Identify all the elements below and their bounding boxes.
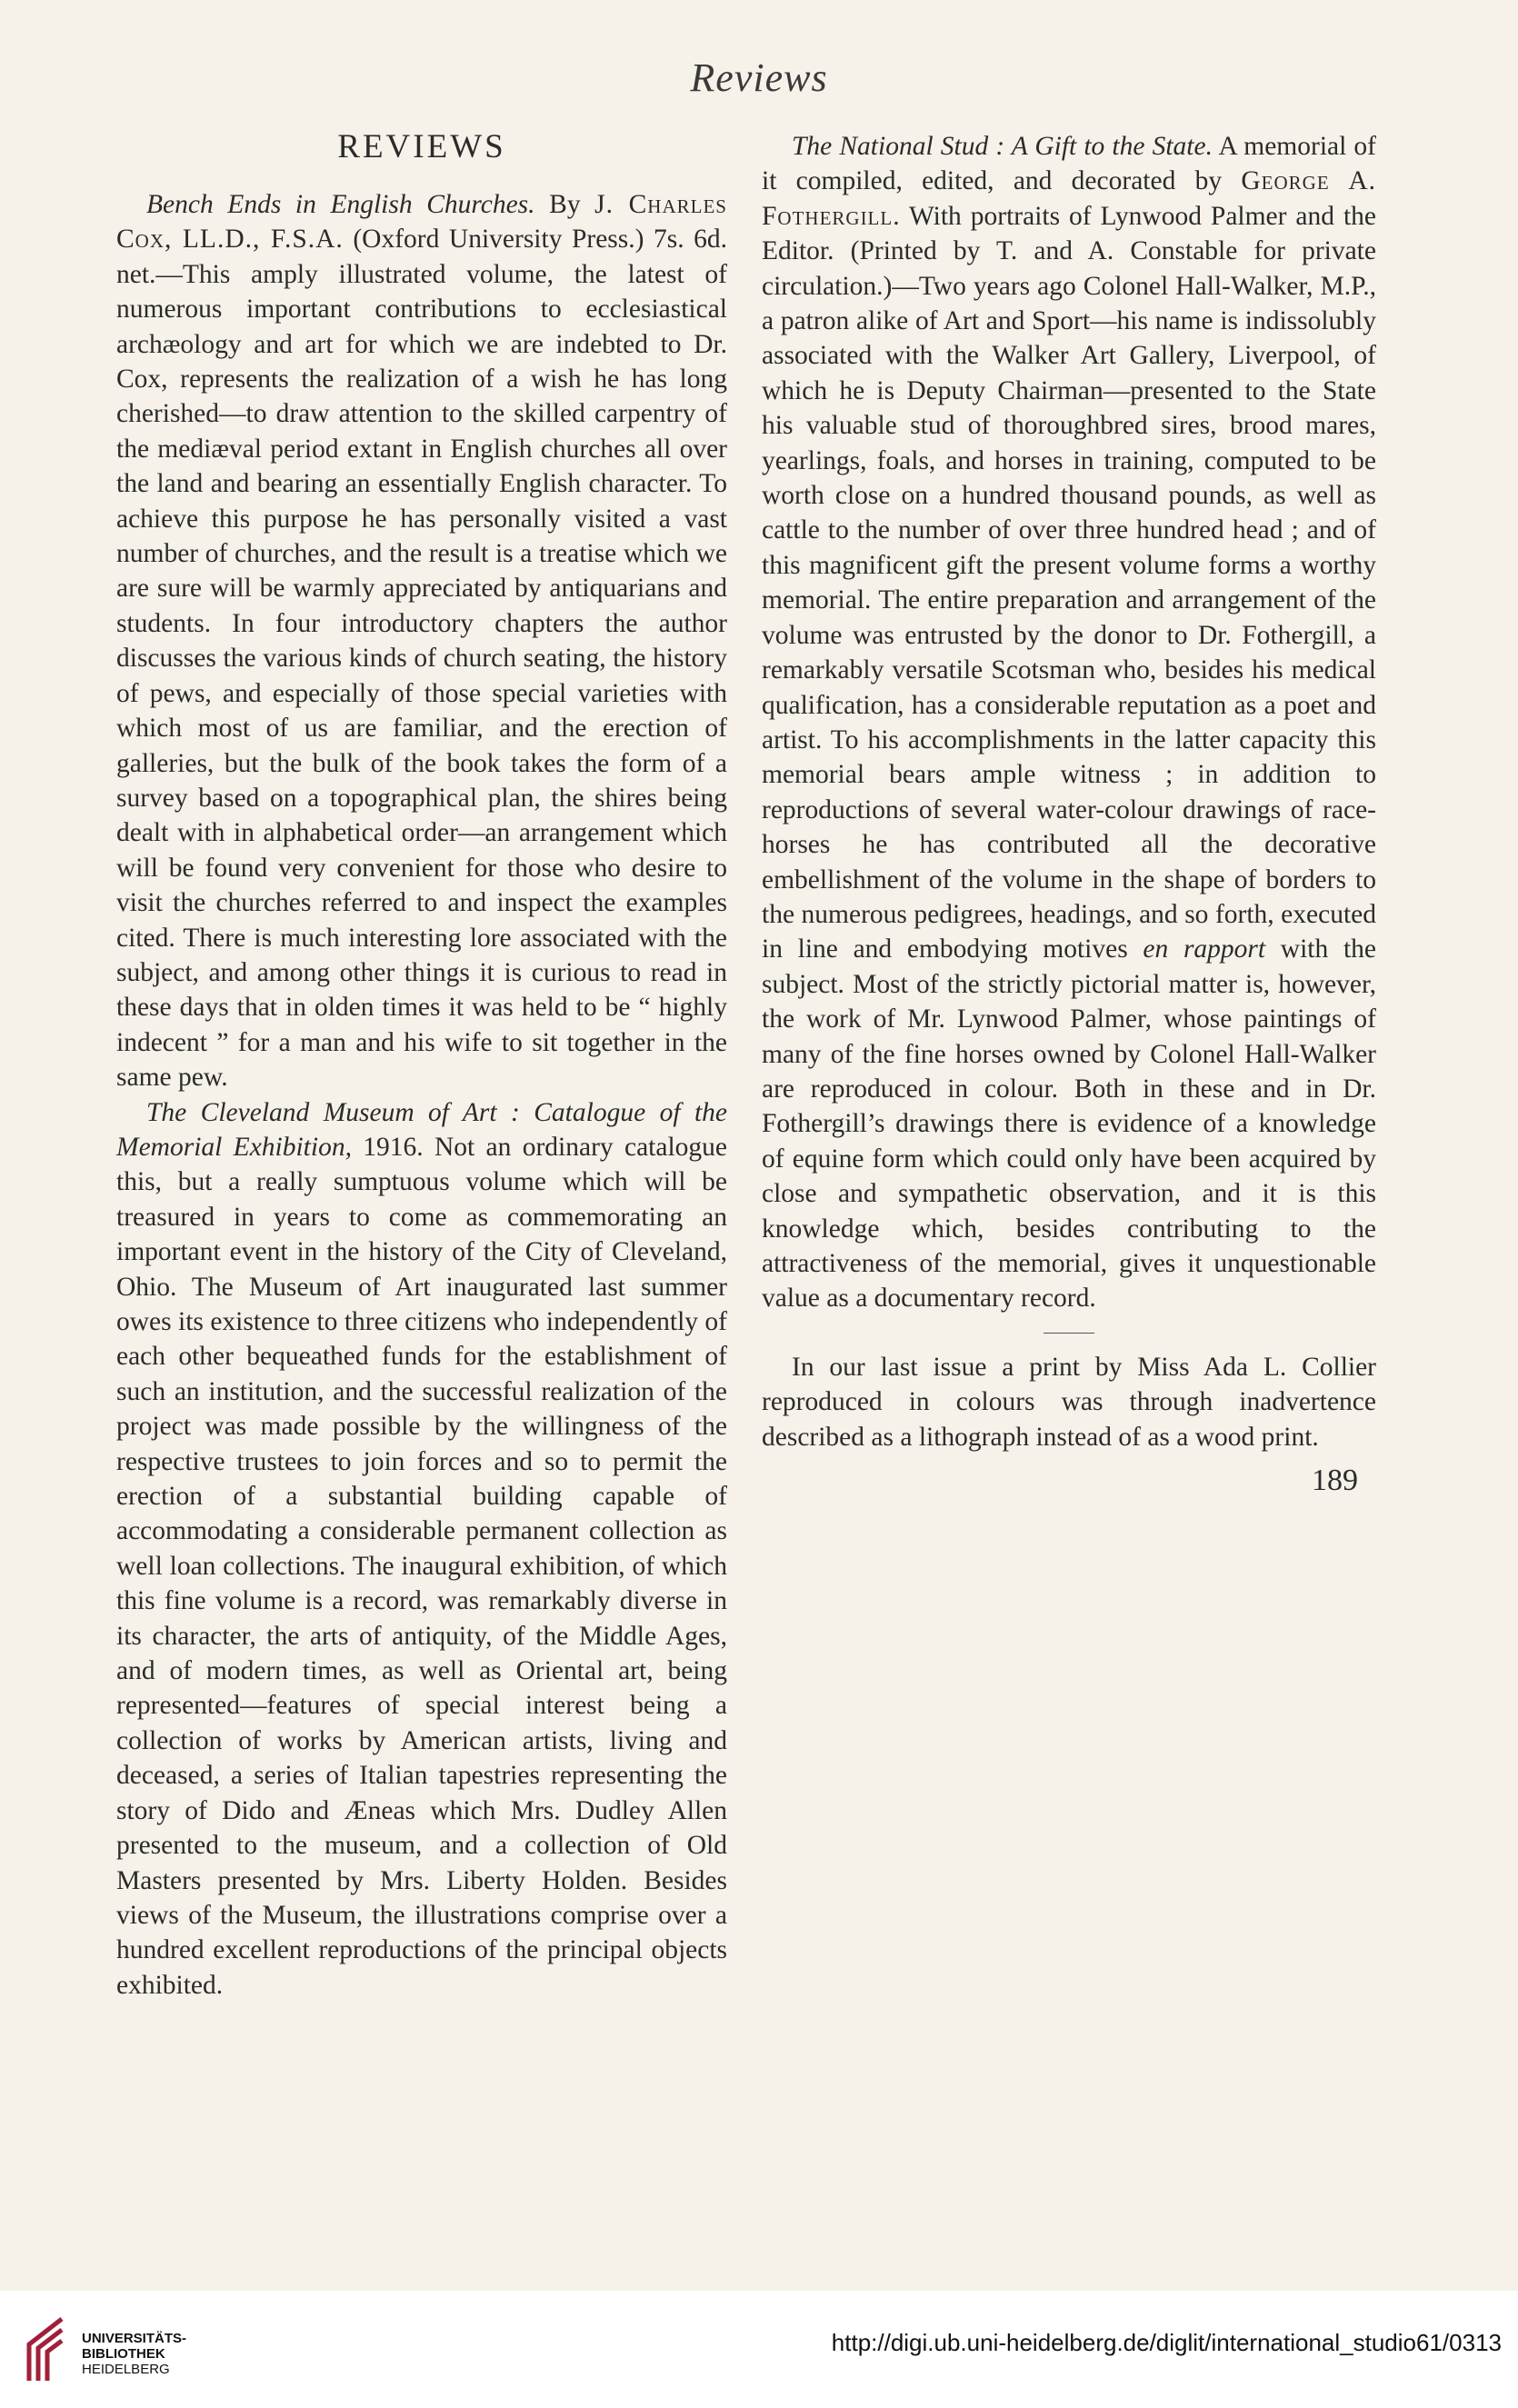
review-national-stud [762,129,1376,1316]
review-body: 1916. Not an ordinary catalogue this, but a really sumptuous volume which will be treasured in years to come as commemorating an important event in the history of the City of Cleveland, Ohio. The Museum of Art inaugurated last summer owes its existence to three citizens who independently of each other bequeathed funds for the establishment of such an institution, and the successful realization of the project was made possible by the willingness of the respective trustees to join forces and so to permit the erection of a substantial building capable of accommodating a considerable permanent collection as well loan collections. The inaugural exhibition, of which this fine volume is a record, was remarkably diverse in its character, the arts of antiquity, of the Middle Ages, and of modern times, as well as Oriental art, being represented—features of special interest being a collection of works by American artists, living and deceased, a series of Italian tapestries representing the story of Dido and Æneas which Mrs. Dudley Allen presented to the museum, and a collection of Old Masters presented by Mrs. Liberty Holden. Besides views of the Museum, the illustrations comprise over a hundred excellent reproductions of the principal objects exhibited. [116,1132,728,2000]
review-title: Bench Ends in English Churches. [146,190,535,219]
library-name-line: HEIDELBERG [82,2362,170,2377]
review-title: The National Stud : A Gift to the State. [792,132,1213,161]
review-author: J. Charles Cox, LL.D., F.S.A. [116,190,727,255]
footer [0,2291,1518,2408]
review-intro: A memorial of it compiled, edited, and decorated by [762,132,1377,196]
source-url-link[interactable]: http://digi.ub.uni-heidelberg.de/diglit/international_studio61/0313 [831,2329,1502,2356]
left-column [116,129,727,2003]
review-phrase: en rapport [1143,934,1266,964]
library-name [82,2331,186,2377]
page-number: 189 [1312,1464,1358,1498]
review-bench-ends [116,187,727,1095]
review-body-continued: with the subject. Most of the strictly pictorial matter is, however, the work of Mr. Lynwood Palmer, whose paintings of many of the fine horses owned by Colonel Hall-Walker are reproduced in colour. Both in these and in Dr. Fothergill’s drawings there is evidence of a knowledge of equine form which could only have been acquired by close and sympathetic observation, and it is this knowledge which, besides contributing to the attractiveness of the memorial, gives it unquestionable value as a documentary record. [762,934,1376,1314]
review-cleveland-museum [116,1095,727,2003]
library-name-line: UNIVERSITÄTS- [82,2331,187,2346]
library-name-line: BIBLIOTHEK [82,2346,165,2362]
review-body: With portraits of Lynwood Palmer and the Editor. (Printed by T. and A. Constable for private circulation.)—Two years ago Colonel Hall-Walker, M.P., a patron alike of Art and Sport—his name is indissolubly associated with the Walker Art Gallery, Liverpool, of which he is Deputy Chairman—presented to the State his valuable stud of thoroughbred sires, brood mares, yearlings, foals, and horses in training, computed to be worth close on a hundred thousand pounds, as well as cattle to the number of over three hundred head ; and of this magnificent gift the present volume forms a worthy memorial. The entire preparation and arrangement of the volume was entrusted by the donor to Dr. Fothergill, a remarkably versatile Scotsman who, besides his medical qualification, has a considerable reputation as a poet and artist. To his accomplishments in the latter capacity this memorial bears ample witness ; in addition to reproductions of several water-colour drawings of race-horses he has contributed all the decorative embellishment of the volume in the shape of borders to the numerous pedigrees, headings, and so forth, executed in line and embodying motives [762,201,1376,964]
section-heading: REVIEWS [337,128,506,165]
review-title: The Cleveland Museum of Art : Catalogue of the Memorial Exhibition, [116,1097,727,1162]
section-divider [1044,1333,1094,1334]
right-column [762,129,1376,1498]
review-by: By [534,190,595,219]
review-body: (Oxford University Press.) 7s. 6d. net.—This amply illustrated volume, the latest of numerous important contributions to ecclesiastical archæology and art for which we are indebted to Dr. Cox, represents the realization of a wish he has long cherished—to draw attention to the skilled carpentry of the mediæval period extant in English churches all over the land and bearing an essentially English character. To achieve this purpose he has personally visited a vast number of churches, and the result is a treatise which we are sure will be warmly appreciated by antiquarians and students. In four introductory chapters the author discusses the various kinds of church seating, the history of pews, and especially of those special varieties with which most of us are familiar, and the erection of galleries, but the bulk of the book takes the form of a survey based on a topographical plan, the shires being dealt with in alphabetical order—an arrangement which will be found very convenient for those who desire to visit the churches referred to and inspect the examples cited. There is much interesting lore associated with the subject, and among other things it is curious to read in these days that in olden times it was held to be “ highly indecent ” for a man and his wife to sit together in the same pew. [116,225,728,1093]
running-head: Reviews [690,55,828,100]
review-author: George A. Fothergill. [762,166,1376,231]
library-logo-icon [18,2313,73,2386]
erratum-note: In our last issue a print by Miss Ada L. Collier reproduced in colours was through inadvertence described as a lithograph instead of as a wood print. [762,1352,1376,1452]
